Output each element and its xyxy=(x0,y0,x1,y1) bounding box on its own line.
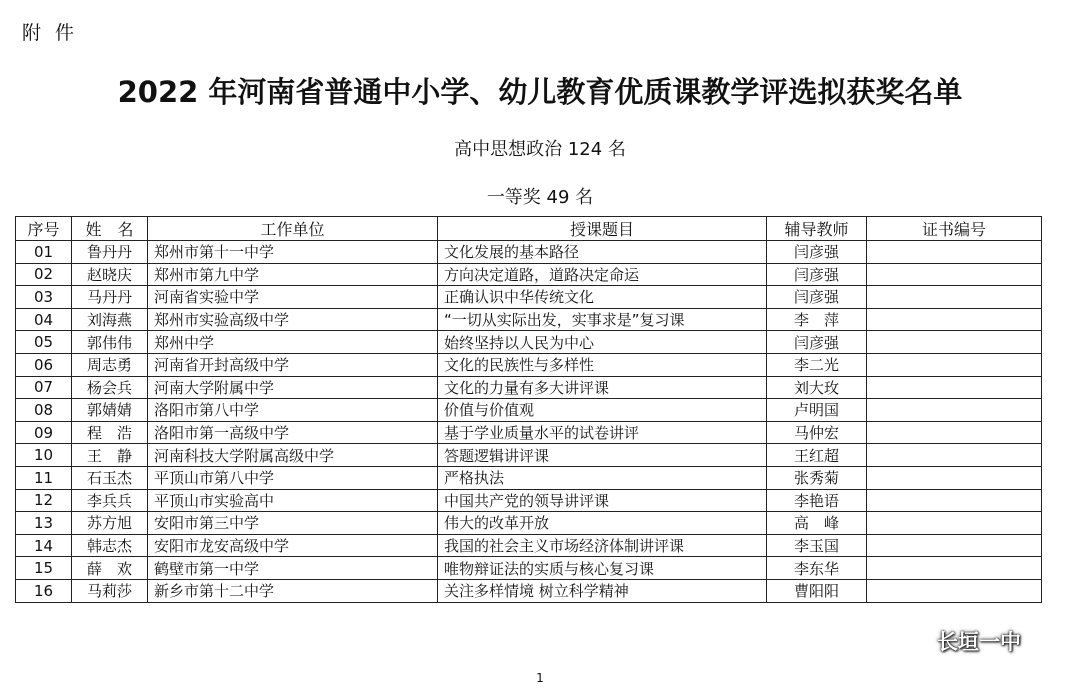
cell-teacher: 李玉国 xyxy=(767,534,867,557)
cell-seq: 02 xyxy=(16,263,72,286)
award-table xyxy=(15,216,1042,603)
cell-teacher: 闫彦强 xyxy=(767,331,867,354)
cell-cert xyxy=(867,421,1042,444)
award-level: 一等奖 49 名 xyxy=(486,187,594,208)
cell-topic: 我国的社会主义市场经济体制讲评课 xyxy=(438,534,767,557)
cell-topic: 伟大的改革开放 xyxy=(438,512,767,535)
cell-cert xyxy=(867,399,1042,422)
cell-unit: 洛阳市第一高级中学 xyxy=(148,421,438,444)
cell-name: 赵晓庆 xyxy=(72,263,148,286)
table-row xyxy=(16,286,1042,309)
cell-unit: 安阳市龙安高级中学 xyxy=(148,534,438,557)
cell-unit: 安阳市第三中学 xyxy=(148,512,438,535)
cell-teacher: 李二光 xyxy=(767,353,867,376)
table-row xyxy=(16,241,1042,264)
cell-cert xyxy=(867,466,1042,489)
cell-unit: 新乡市第十二中学 xyxy=(148,579,438,602)
cell-cert xyxy=(867,331,1042,354)
cell-cert xyxy=(867,444,1042,467)
cell-unit: 郑州市第十一中学 xyxy=(148,241,438,264)
cell-name: 杨会兵 xyxy=(72,376,148,399)
cell-cert xyxy=(867,286,1042,309)
cell-topic: “一切从实际出发，实事求是”复习课 xyxy=(438,308,767,331)
header-unit: 工作单位 xyxy=(148,217,438,241)
cell-name: 郭伟伟 xyxy=(72,331,148,354)
cell-seq: 08 xyxy=(16,399,72,422)
header-cert: 证书编号 xyxy=(867,217,1042,241)
cell-teacher: 曹阳阳 xyxy=(767,579,867,602)
cell-cert xyxy=(867,512,1042,535)
table-row xyxy=(16,399,1042,422)
cell-topic: 方向决定道路，道路决定命运 xyxy=(438,263,767,286)
cell-name: 马莉莎 xyxy=(72,579,148,602)
cell-unit: 平顶山市第八中学 xyxy=(148,466,438,489)
cell-unit: 平顶山市实验高中 xyxy=(148,489,438,512)
cell-topic: 始终坚持以人民为中心 xyxy=(438,331,767,354)
cell-name: 李兵兵 xyxy=(72,489,148,512)
table-row xyxy=(16,421,1042,444)
cell-unit: 河南科技大学附属高级中学 xyxy=(148,444,438,467)
cell-name: 郭婧婧 xyxy=(72,399,148,422)
cell-unit: 洛阳市第八中学 xyxy=(148,399,438,422)
cell-topic: 答题逻辑讲评课 xyxy=(438,444,767,467)
cell-seq: 12 xyxy=(16,489,72,512)
table-row xyxy=(16,444,1042,467)
cell-teacher: 马仲宏 xyxy=(767,421,867,444)
cell-name: 石玉杰 xyxy=(72,466,148,489)
cell-teacher: 刘大玫 xyxy=(767,376,867,399)
table-row xyxy=(16,466,1042,489)
table-row xyxy=(16,376,1042,399)
cell-cert xyxy=(867,534,1042,557)
cell-name: 薛 欢 xyxy=(72,557,148,580)
cell-teacher: 高 峰 xyxy=(767,512,867,535)
cell-seq: 05 xyxy=(16,331,72,354)
cell-unit: 河南大学附属中学 xyxy=(148,376,438,399)
page-number: 1 xyxy=(536,671,544,685)
cell-seq: 09 xyxy=(16,421,72,444)
cell-teacher: 李 萍 xyxy=(767,308,867,331)
cell-seq: 01 xyxy=(16,241,72,264)
cell-cert xyxy=(867,241,1042,264)
cell-cert xyxy=(867,263,1042,286)
cell-teacher: 卢明国 xyxy=(767,399,867,422)
cell-seq: 06 xyxy=(16,353,72,376)
cell-teacher: 闫彦强 xyxy=(767,241,867,264)
cell-cert xyxy=(867,353,1042,376)
cell-name: 周志勇 xyxy=(72,353,148,376)
cell-unit: 郑州中学 xyxy=(148,331,438,354)
cell-topic: 文化发展的基本路径 xyxy=(438,241,767,264)
cell-name: 苏方旭 xyxy=(72,512,148,535)
table-row xyxy=(16,353,1042,376)
table-row xyxy=(16,263,1042,286)
cell-unit: 河南省实验中学 xyxy=(148,286,438,309)
cell-name: 韩志杰 xyxy=(72,534,148,557)
cell-cert xyxy=(867,557,1042,580)
header-name: 姓 名 xyxy=(72,217,148,241)
header-topic: 授课题目 xyxy=(438,217,767,241)
cell-seq: 10 xyxy=(16,444,72,467)
cell-seq: 03 xyxy=(16,286,72,309)
cell-topic: 文化的民族性与多样性 xyxy=(438,353,767,376)
cell-seq: 15 xyxy=(16,557,72,580)
cell-teacher: 王红超 xyxy=(767,444,867,467)
cell-topic: 唯物辩证法的实质与核心复习课 xyxy=(438,557,767,580)
cell-topic: 基于学业质量水平的试卷讲评 xyxy=(438,421,767,444)
watermark-text: 长垣一中 xyxy=(937,630,1021,654)
table-row xyxy=(16,579,1042,602)
cell-name: 刘海燕 xyxy=(72,308,148,331)
cell-topic: 严格执法 xyxy=(438,466,767,489)
cell-teacher: 李东华 xyxy=(767,557,867,580)
cell-teacher: 闫彦强 xyxy=(767,286,867,309)
cell-teacher: 闫彦强 xyxy=(767,263,867,286)
cell-topic: 价值与价值观 xyxy=(438,399,767,422)
table-row xyxy=(16,557,1042,580)
header-seq: 序号 xyxy=(16,217,72,241)
cell-seq: 14 xyxy=(16,534,72,557)
cell-topic: 正确认识中华传统文化 xyxy=(438,286,767,309)
cell-name: 王 静 xyxy=(72,444,148,467)
cell-name: 鲁丹丹 xyxy=(72,241,148,264)
cell-unit: 郑州市实验高级中学 xyxy=(148,308,438,331)
cell-cert xyxy=(867,579,1042,602)
cell-cert xyxy=(867,489,1042,512)
cell-unit: 河南省开封高级中学 xyxy=(148,353,438,376)
cell-name: 程 浩 xyxy=(72,421,148,444)
cell-topic: 文化的力量有多大讲评课 xyxy=(438,376,767,399)
table-row xyxy=(16,308,1042,331)
document-title: 2022 年河南省普通中小学、幼儿教育优质课教学评选拟获奖名单 xyxy=(117,75,963,109)
cell-unit: 郑州市第九中学 xyxy=(148,263,438,286)
table-row xyxy=(16,331,1042,354)
watermark xyxy=(895,626,1021,656)
cell-seq: 13 xyxy=(16,512,72,535)
header-teacher: 辅导教师 xyxy=(767,217,867,241)
cell-seq: 04 xyxy=(16,308,72,331)
table-row xyxy=(16,534,1042,557)
wechat-icon xyxy=(895,627,929,655)
cell-seq: 16 xyxy=(16,579,72,602)
cell-name: 马丹丹 xyxy=(72,286,148,309)
cell-topic: 关注多样情境 树立科学精神 xyxy=(438,579,767,602)
table-header-row xyxy=(16,217,1042,241)
cell-topic: 中国共产党的领导讲评课 xyxy=(438,489,767,512)
attachment-label: 附 件 xyxy=(22,22,79,44)
cell-cert xyxy=(867,376,1042,399)
document-subtitle: 高中思想政治 124 名 xyxy=(454,139,626,160)
cell-unit: 鹤壁市第一中学 xyxy=(148,557,438,580)
cell-teacher: 李艳语 xyxy=(767,489,867,512)
table-row xyxy=(16,512,1042,535)
cell-seq: 11 xyxy=(16,466,72,489)
cell-cert xyxy=(867,308,1042,331)
cell-teacher: 张秀菊 xyxy=(767,466,867,489)
cell-seq: 07 xyxy=(16,376,72,399)
table-row xyxy=(16,489,1042,512)
